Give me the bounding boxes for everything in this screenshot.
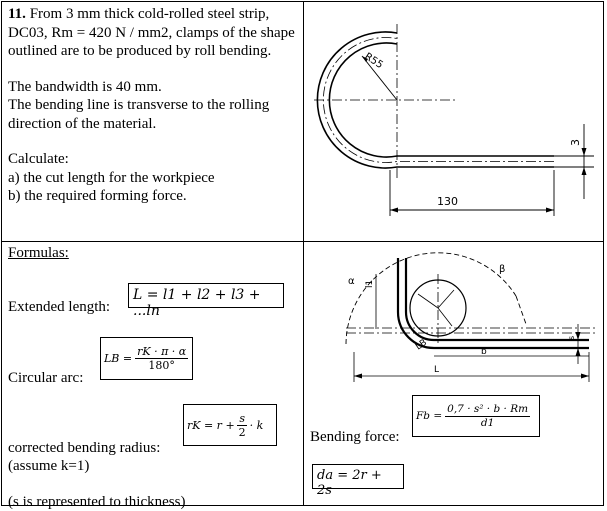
column-divider: [303, 2, 304, 505]
radius-label: R55: [362, 51, 385, 72]
table-grid: [1, 1, 604, 510]
extended-length-label: Extended length:: [8, 299, 111, 315]
lb-label: LB: [413, 337, 429, 353]
circular-arc-label: Circular arc:: [8, 370, 84, 386]
bending-line-text: The bending line is transverse to the rolling direction of the material.: [8, 97, 270, 132]
task-a: a) the cut length for the workpiece: [8, 169, 215, 186]
s-label: s: [567, 335, 576, 340]
alpha-label: α: [348, 276, 355, 287]
length-label: 130: [437, 195, 458, 208]
problem-text: [8, 5, 300, 206]
bending-diagram: [306, 244, 602, 392]
calculate-label: Calculate:: [8, 151, 69, 167]
b-label: b: [481, 347, 487, 357]
l-label: L: [434, 365, 440, 375]
row-divider: [2, 241, 603, 242]
corrected-radius-label: corrected bending radius:: [8, 440, 161, 456]
task-b: b) the required forming force.: [8, 188, 187, 204]
bandwidth-text: The bandwidth is 40 mm.: [8, 78, 162, 95]
beta-label: β: [499, 264, 506, 275]
thickness-label: 3: [569, 139, 582, 146]
clamp-drawing: [306, 4, 602, 238]
assume-k-note: (assume k=1): [8, 458, 90, 474]
problem-intro: From 3 mm thick cold-rolled steel strip, DC03, Rm = 420 N / mm2, clamps of the shape outlined are to be produced by roll bending.: [8, 6, 295, 59]
circular-arc-formula: LB = $\frac{rK \cdot \pi \cdot \alpha}{180^\circ}$: [100, 337, 193, 380]
da-formula: da = 2r + 2s: [312, 464, 404, 489]
problem-number: 11.: [8, 6, 26, 22]
bending-force-formula: Fb = $\frac{\text{0,7 · s² · b · Rm}}{d1}$: [412, 395, 540, 437]
formulas-heading: Formulas:: [8, 245, 69, 261]
extended-length-formula: L = l1 + l2 + l3 + ...ln: [128, 283, 284, 308]
l1-label: l1: [365, 279, 375, 288]
thickness-note: (s is represented to thickness): [8, 494, 186, 510]
corrected-radius-formula: rK = r + $\frac{s}{2}$ · k: [183, 404, 277, 446]
bending-force-label: Bending force:: [310, 429, 400, 445]
